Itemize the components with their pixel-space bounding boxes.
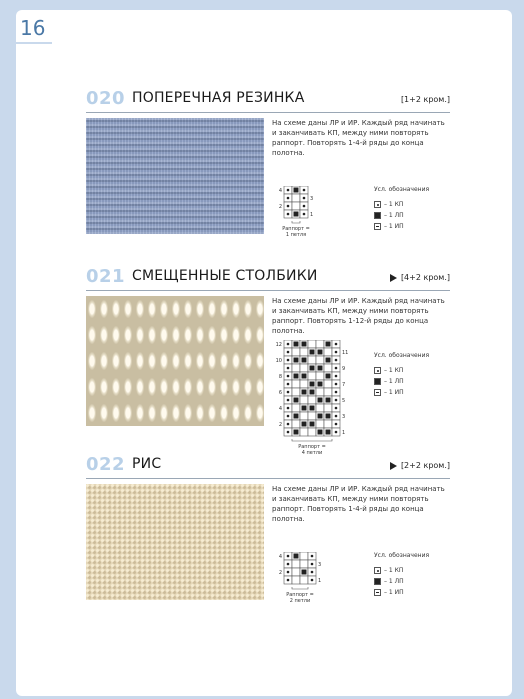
pattern-description: На схеме даны ЛР и ИР. Каждый ряд начинать и заканчивать КП, между ними повторять раппорт. Повторять 1-12-й ряды до конца полотна. <box>272 297 445 335</box>
row-number-label: 2 <box>278 204 282 210</box>
swatch-photo <box>86 484 264 600</box>
legend-item <box>374 587 429 598</box>
dash-stitch-icon <box>374 389 381 396</box>
edge-stitch-mark <box>311 555 314 558</box>
legend-item <box>374 210 429 221</box>
edge-stitch-mark <box>287 431 290 434</box>
knit-stitch-mark <box>310 366 315 371</box>
chart-cell <box>308 356 316 364</box>
knit-stitch-mark <box>294 374 299 379</box>
chart-cell <box>292 380 300 388</box>
row-number-label: 7 <box>342 382 346 388</box>
arrow-right-icon <box>390 462 397 470</box>
knit-stitch-mark <box>294 554 299 559</box>
chart-cell <box>324 420 332 428</box>
knit-stitch-mark <box>310 390 315 395</box>
legend-item <box>374 387 429 398</box>
row-number-label: 5 <box>342 398 346 404</box>
swatch-photo <box>86 296 264 426</box>
edge-stitch-mark <box>287 391 290 394</box>
edge-stitch-mark <box>303 189 306 192</box>
knit-stitch-mark <box>326 342 331 347</box>
knit-stitch-mark <box>302 390 307 395</box>
knit-stitch-mark <box>318 382 323 387</box>
legend-item <box>374 576 429 587</box>
row-number-label: 3 <box>318 562 322 568</box>
pattern-description: На схеме даны ЛР и ИР. Каждый ряд начинать и заканчивать КП, между ними повторять раппорт. Повторять 1-4-й ряды до конца полотна. <box>272 119 445 157</box>
knit-stitch-mark <box>302 342 307 347</box>
knit-stitch-mark <box>318 430 323 435</box>
row-number-label: 4 <box>278 554 282 560</box>
section-header <box>86 266 450 290</box>
legend-item <box>374 376 429 387</box>
row-number-label: 1 <box>318 578 322 584</box>
row-number-label: 2 <box>278 422 282 428</box>
chart-cell <box>300 428 308 436</box>
edge-stitch-mark <box>303 213 306 216</box>
legend-title: Усл. обозначения <box>374 352 430 359</box>
knit-stitch-mark <box>302 406 307 411</box>
chart-cell <box>292 194 300 202</box>
edge-stitch-mark <box>335 407 338 410</box>
stitch-chart <box>272 186 366 240</box>
chart-cell <box>292 420 300 428</box>
chart-cell <box>324 388 332 396</box>
section-title: ПОПЕРЕЧНАЯ РЕЗИНКА <box>132 90 305 106</box>
dash-stitch-icon <box>374 589 381 596</box>
stitch-chart <box>272 552 374 606</box>
legend-label: – 1 ЛП <box>384 212 404 219</box>
edge-stitches <box>390 461 450 470</box>
chart-cell <box>300 412 308 420</box>
section-rule <box>86 290 450 291</box>
knit-stitch-mark <box>294 188 299 193</box>
chart-cell <box>308 428 316 436</box>
page-number: 16 <box>20 16 46 40</box>
edge-stitch-mark <box>287 343 290 346</box>
edge-stitch-mark <box>287 351 290 354</box>
edge-stitch-mark <box>287 189 290 192</box>
row-number-label: 9 <box>342 366 346 372</box>
knit-stitch-mark <box>302 570 307 575</box>
edge-stitch-mark <box>287 571 290 574</box>
edge-stitch-mark <box>335 367 338 370</box>
edge-stitch-mark <box>287 205 290 208</box>
edge-stitch-mark <box>311 579 314 582</box>
section-header <box>86 88 450 112</box>
edge-stitch-mark <box>287 423 290 426</box>
edge-stitch-mark <box>287 359 290 362</box>
section-rule <box>86 478 450 479</box>
repeat-bracket <box>292 439 332 441</box>
knit-stitch-mark <box>302 422 307 427</box>
edge-stitch-mark <box>287 563 290 566</box>
knit-stitch-mark <box>326 414 331 419</box>
knit-stitch-mark <box>294 398 299 403</box>
chart-cell <box>300 380 308 388</box>
edge-stitch-mark <box>287 375 290 378</box>
row-number-label: 12 <box>275 342 282 348</box>
edge-stitch-mark <box>335 391 338 394</box>
chart-cell <box>324 404 332 412</box>
edge-stitch-mark <box>311 571 314 574</box>
edge-stitch-mark <box>303 197 306 200</box>
repeat-label: Раппорт = 2 петли <box>286 592 314 604</box>
knit-stitch-mark <box>302 374 307 379</box>
chart-cell <box>316 420 324 428</box>
pattern-section-022 <box>86 454 450 604</box>
knit-stitch-mark <box>326 374 331 379</box>
swatch-photo <box>86 118 264 234</box>
legend-item <box>374 221 429 232</box>
fill-stitch-icon <box>374 212 381 219</box>
edge-stitch-mark <box>287 213 290 216</box>
knit-stitch-mark <box>294 342 299 347</box>
edge-stitches <box>390 273 450 282</box>
knit-stitch-mark <box>310 406 315 411</box>
repeat-label: Раппорт = 1 петля <box>282 226 310 238</box>
chart-cell <box>324 380 332 388</box>
knit-stitch-mark <box>294 414 299 419</box>
section-number: 020 <box>86 88 126 109</box>
knit-stitch-mark <box>310 382 315 387</box>
edge-stitch-mark <box>335 431 338 434</box>
edge-stitch-mark <box>287 367 290 370</box>
legend-label: – 1 КП <box>384 367 404 374</box>
chart-cell <box>300 560 308 568</box>
knit-stitch-mark <box>318 414 323 419</box>
legend <box>374 352 429 398</box>
edge-stitch-mark <box>335 351 338 354</box>
pattern-description: На схеме даны ЛР и ИР. Каждый ряд начинать и заканчивать КП, между ними повторять раппорт. Повторять 1-4-й ряды до конца полотна. <box>272 485 445 523</box>
knit-stitch-mark <box>310 350 315 355</box>
chart-cell <box>316 356 324 364</box>
pattern-section-021 <box>86 266 450 456</box>
knit-stitch-mark <box>318 350 323 355</box>
chart-cell <box>308 396 316 404</box>
legend-item <box>374 199 429 210</box>
row-number-label: 8 <box>278 374 282 380</box>
edge-stitch-mark <box>287 407 290 410</box>
edge-stitches-label: [1+2 кром.] <box>400 95 450 104</box>
knit-stitch-mark <box>326 430 331 435</box>
section-number: 021 <box>86 266 126 287</box>
legend-label: – 1 ИП <box>384 589 404 596</box>
legend <box>374 552 429 598</box>
chart-cell <box>300 396 308 404</box>
row-number-label: 1 <box>310 212 314 218</box>
section-number: 022 <box>86 454 126 475</box>
edge-stitches-label: [2+2 кром.] <box>400 461 450 470</box>
legend <box>374 186 429 232</box>
section-header <box>86 454 450 478</box>
knit-stitch-mark <box>294 212 299 217</box>
edge-stitch-mark <box>287 579 290 582</box>
chart-cell <box>292 202 300 210</box>
edge-stitch-mark <box>287 399 290 402</box>
edge-stitch-mark <box>303 205 306 208</box>
dash-stitch-icon <box>374 223 381 230</box>
edge-stitches-label: [4+2 кром.] <box>400 273 450 282</box>
page <box>16 10 512 696</box>
dot-stitch-icon <box>374 567 381 574</box>
legend-item <box>374 365 429 376</box>
legend-label: – 1 КП <box>384 201 404 208</box>
legend-label: – 1 ЛП <box>384 578 404 585</box>
knit-stitch-mark <box>294 430 299 435</box>
legend-item <box>374 565 429 576</box>
row-number-label: 1 <box>342 430 346 436</box>
row-number-label: 3 <box>310 196 314 202</box>
section-title: СМЕЩЕННЫЕ СТОЛБИКИ <box>132 268 318 284</box>
fill-stitch-icon <box>374 378 381 385</box>
dot-stitch-icon <box>374 201 381 208</box>
row-number-label: 11 <box>342 350 349 356</box>
chart-cell <box>300 364 308 372</box>
chart-cell <box>316 372 324 380</box>
chart-cell <box>324 348 332 356</box>
chart-cell <box>316 404 324 412</box>
row-number-label: 4 <box>278 406 282 412</box>
edge-stitch-mark <box>287 415 290 418</box>
knit-stitch-mark <box>302 358 307 363</box>
chart-cell <box>292 364 300 372</box>
chart-cell <box>316 340 324 348</box>
edge-stitch-mark <box>335 375 338 378</box>
repeat-bracket <box>292 587 308 589</box>
repeat-label: Раппорт = 4 петли <box>298 444 326 456</box>
chart-cell <box>292 348 300 356</box>
edge-stitch-mark <box>287 555 290 558</box>
chart-cell <box>300 348 308 356</box>
chart-cell <box>308 372 316 380</box>
chart-cell <box>292 404 300 412</box>
legend-label: – 1 КП <box>384 567 404 574</box>
knit-stitch-mark <box>318 398 323 403</box>
arrow-right-icon <box>390 274 397 282</box>
edge-stitch-mark <box>335 359 338 362</box>
legend-title: Усл. обозначения <box>374 552 430 559</box>
knit-stitch-mark <box>294 358 299 363</box>
edge-stitch-mark <box>335 383 338 386</box>
repeat-bracket <box>292 221 300 223</box>
knit-stitch-mark <box>326 358 331 363</box>
legend-label: – 1 ИП <box>384 223 404 230</box>
chart-cell <box>292 576 300 584</box>
chart-cell <box>292 568 300 576</box>
row-number-label: 3 <box>342 414 346 420</box>
section-title: РИС <box>132 456 162 472</box>
chart-cell <box>308 412 316 420</box>
legend-title: Усл. обозначения <box>374 186 430 193</box>
knit-stitch-mark <box>326 398 331 403</box>
edge-stitch-mark <box>335 343 338 346</box>
legend-label: – 1 ИП <box>384 389 404 396</box>
chart-cell <box>300 552 308 560</box>
edge-stitch-mark <box>335 423 338 426</box>
edge-stitches <box>401 95 450 104</box>
legend-label: – 1 ЛП <box>384 378 404 385</box>
stitch-chart-wrap <box>272 552 374 611</box>
chart-cell <box>292 560 300 568</box>
edge-stitch-mark <box>311 563 314 566</box>
dot-stitch-icon <box>374 367 381 374</box>
edge-stitch-mark <box>287 383 290 386</box>
chart-cell <box>316 388 324 396</box>
chart-cell <box>324 364 332 372</box>
knit-stitch-mark <box>318 366 323 371</box>
section-rule <box>86 112 450 113</box>
row-number-label: 2 <box>278 570 282 576</box>
chart-cell <box>308 340 316 348</box>
edge-stitch-mark <box>335 415 338 418</box>
row-number-label: 6 <box>278 390 282 396</box>
knit-stitch-mark <box>310 422 315 427</box>
page-number-underline <box>16 42 52 44</box>
chart-cell <box>292 388 300 396</box>
row-number-label: 10 <box>275 358 282 364</box>
row-number-label: 4 <box>278 188 282 194</box>
pattern-section-020 <box>86 88 450 238</box>
edge-stitch-mark <box>335 399 338 402</box>
stitch-chart-wrap <box>272 186 366 245</box>
edge-stitch-mark <box>287 197 290 200</box>
chart-cell <box>300 576 308 584</box>
fill-stitch-icon <box>374 578 381 585</box>
